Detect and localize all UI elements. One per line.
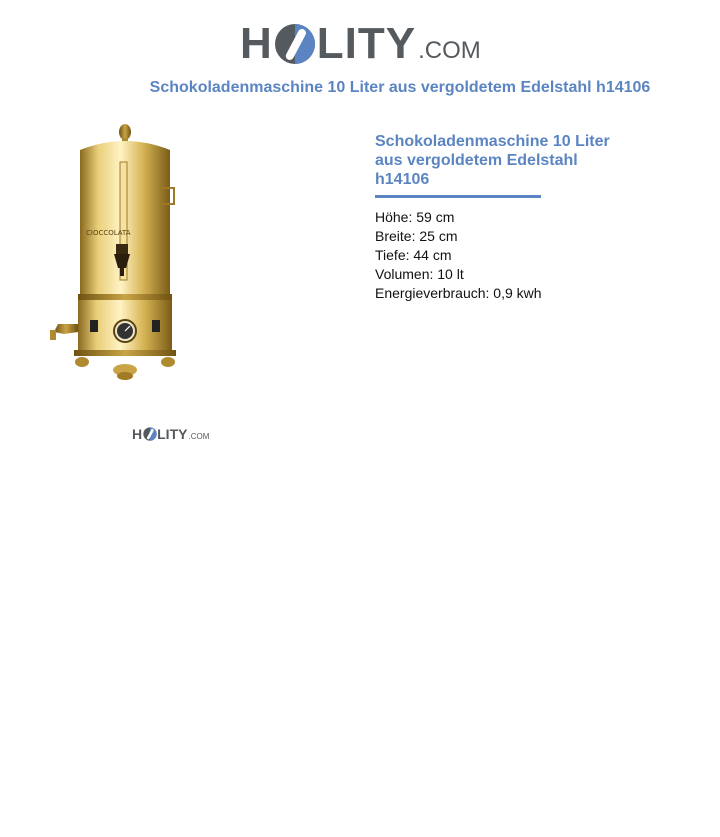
product-info (375, 132, 635, 303)
logo-o-mark-icon (274, 23, 316, 65)
title-underline (375, 195, 541, 198)
logo-letters-lity: LITY (316, 19, 417, 68)
spec-height: Höhe: 59 cm (375, 209, 455, 225)
logo-small-tld: .COM (188, 432, 210, 441)
logo-letter-h: H (240, 19, 273, 68)
logo-small-wordmark (132, 426, 187, 442)
logo-tld: .COM (418, 37, 481, 64)
holity-logo (240, 12, 481, 66)
logo-wordmark (240, 19, 417, 68)
logo-small-letter-h: H (132, 426, 143, 442)
spec-energy: Energieverbrauch: 0,9 kwh (375, 285, 542, 301)
holity-logo-small (132, 426, 209, 442)
product-label-text: CIOCCOLATA (86, 229, 131, 237)
spec-width: Breite: 25 cm (375, 228, 458, 244)
spec-depth: Tiefe: 44 cm (375, 247, 452, 263)
product-title: Schokoladenmaschine 10 Liter aus vergoldetem Edelstahl h14106 (375, 133, 610, 188)
logo-small-o-mark-icon (143, 427, 157, 441)
spec-list (375, 208, 635, 303)
spec-volume: Volumen: 10 lt (375, 266, 464, 282)
page-title: Schokoladenmaschine 10 Liter aus vergoldetem Edelstahl h14106 (149, 79, 651, 96)
logo-small-letters-lity: LITY (157, 426, 188, 442)
product-image (44, 118, 194, 386)
